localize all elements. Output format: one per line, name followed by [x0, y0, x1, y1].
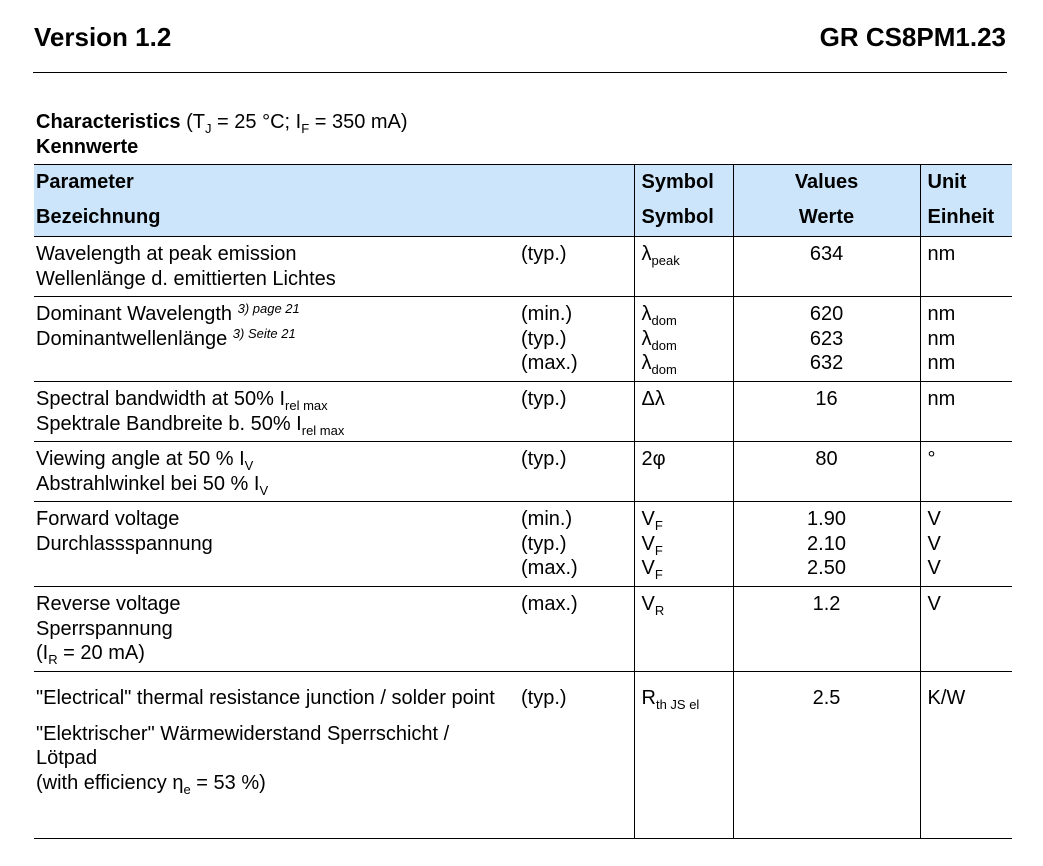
symbol-dominant: $\lambda_{dom}$ $\lambda_{dom}$ $\lambda_{dom}$: [634, 297, 733, 382]
symbol-reverse: $V_R$: [634, 587, 733, 672]
param-bandwidth: Spectral bandwidth at 50% $I_{rel max}$ Spektrale Bandbreite b. 50% $I_{rel max}$: [34, 382, 521, 442]
value-bandwidth: 16: [733, 382, 920, 442]
param-viewing: Viewing angle at 50 % $I_V$ Abstrahlwinkel bei 50 % $I_V$: [34, 442, 521, 502]
characteristics-table: [34, 164, 1012, 839]
section-title-de: Kennwerte: [36, 136, 139, 158]
value-peak: 634: [733, 237, 920, 297]
cond-bandwidth: (typ.): [521, 382, 634, 442]
section-title: [36, 110, 408, 134]
unit-bandwidth: nm: [920, 382, 1012, 442]
unit-viewing: °: [920, 442, 1012, 502]
symbol-forward: $V_F$ $V_F$ $V_F$: [634, 502, 733, 587]
part-number: GR CS8PM1.23: [819, 22, 1006, 52]
value-dominant: 620 623 632: [733, 297, 920, 382]
value-forward: 1.90 2.10 2.50: [733, 502, 920, 587]
table-row: [34, 382, 1012, 442]
param-reverse: Reverse voltage Sperrspannung ($I_R = 20$ mA): [34, 587, 521, 672]
unit-reverse: V: [920, 587, 1012, 672]
value-reverse: 1.2: [733, 587, 920, 672]
param-dominant: Dominant Wavelength $^{3) page 21}$ Dominantwellenlänge $^{3) Seite 21}$: [34, 297, 521, 382]
symbol-bandwidth: Δλ: [634, 382, 733, 442]
table-row: [34, 297, 1012, 382]
header-parameter: Parameter Bezeichnung: [34, 165, 634, 237]
header-values: Values Werte: [733, 165, 920, 237]
table-row: [34, 237, 1012, 297]
conditions: ($T_J = 25$ °C; $I_F = 350$ mA): [186, 111, 408, 136]
unit-thermal: K/W: [920, 672, 1012, 839]
table-header-row: [34, 165, 1012, 237]
value-thermal: 2.5: [733, 672, 920, 839]
param-thermal: "Electrical" thermal resistance junction / solder point "Elektrischer" Wärmewiderstand Sperrschicht / Lötpad (with efficiency $\eta_e = 53$ %): [34, 672, 521, 839]
document-version: Version 1.2: [34, 22, 172, 52]
cond-viewing: (typ.): [521, 442, 634, 502]
param-forward: Forward voltage Durchlassspannung: [34, 502, 521, 587]
table-row: [34, 672, 1012, 839]
cond-reverse: (max.): [521, 587, 634, 672]
header-unit: Unit Einheit: [920, 165, 1012, 237]
unit-forward: V V V: [920, 502, 1012, 587]
table-row: [34, 587, 1012, 672]
unit-peak: nm: [920, 237, 1012, 297]
cond-dominant: (min.) (typ.) (max.): [521, 297, 634, 382]
cond-peak: (typ.): [521, 237, 634, 297]
header-divider: [33, 72, 1007, 73]
cond-thermal: (typ.): [521, 672, 634, 839]
cond-forward: (min.) (typ.) (max.): [521, 502, 634, 587]
value-viewing: 80: [733, 442, 920, 502]
unit-dominant: nm nm nm: [920, 297, 1012, 382]
table-row: [34, 442, 1012, 502]
symbol-thermal: $R_{th JS el}$: [634, 672, 733, 839]
symbol-peak: $\lambda_{peak}$: [634, 237, 733, 297]
param-peak: Wavelength at peak emission Wellenlänge d. emittierten Lichtes: [34, 237, 521, 297]
section-title-text: Characteristics: [36, 111, 181, 133]
header-symbol: Symbol Symbol: [634, 165, 733, 237]
symbol-viewing: 2φ: [634, 442, 733, 502]
table-row: [34, 502, 1012, 587]
